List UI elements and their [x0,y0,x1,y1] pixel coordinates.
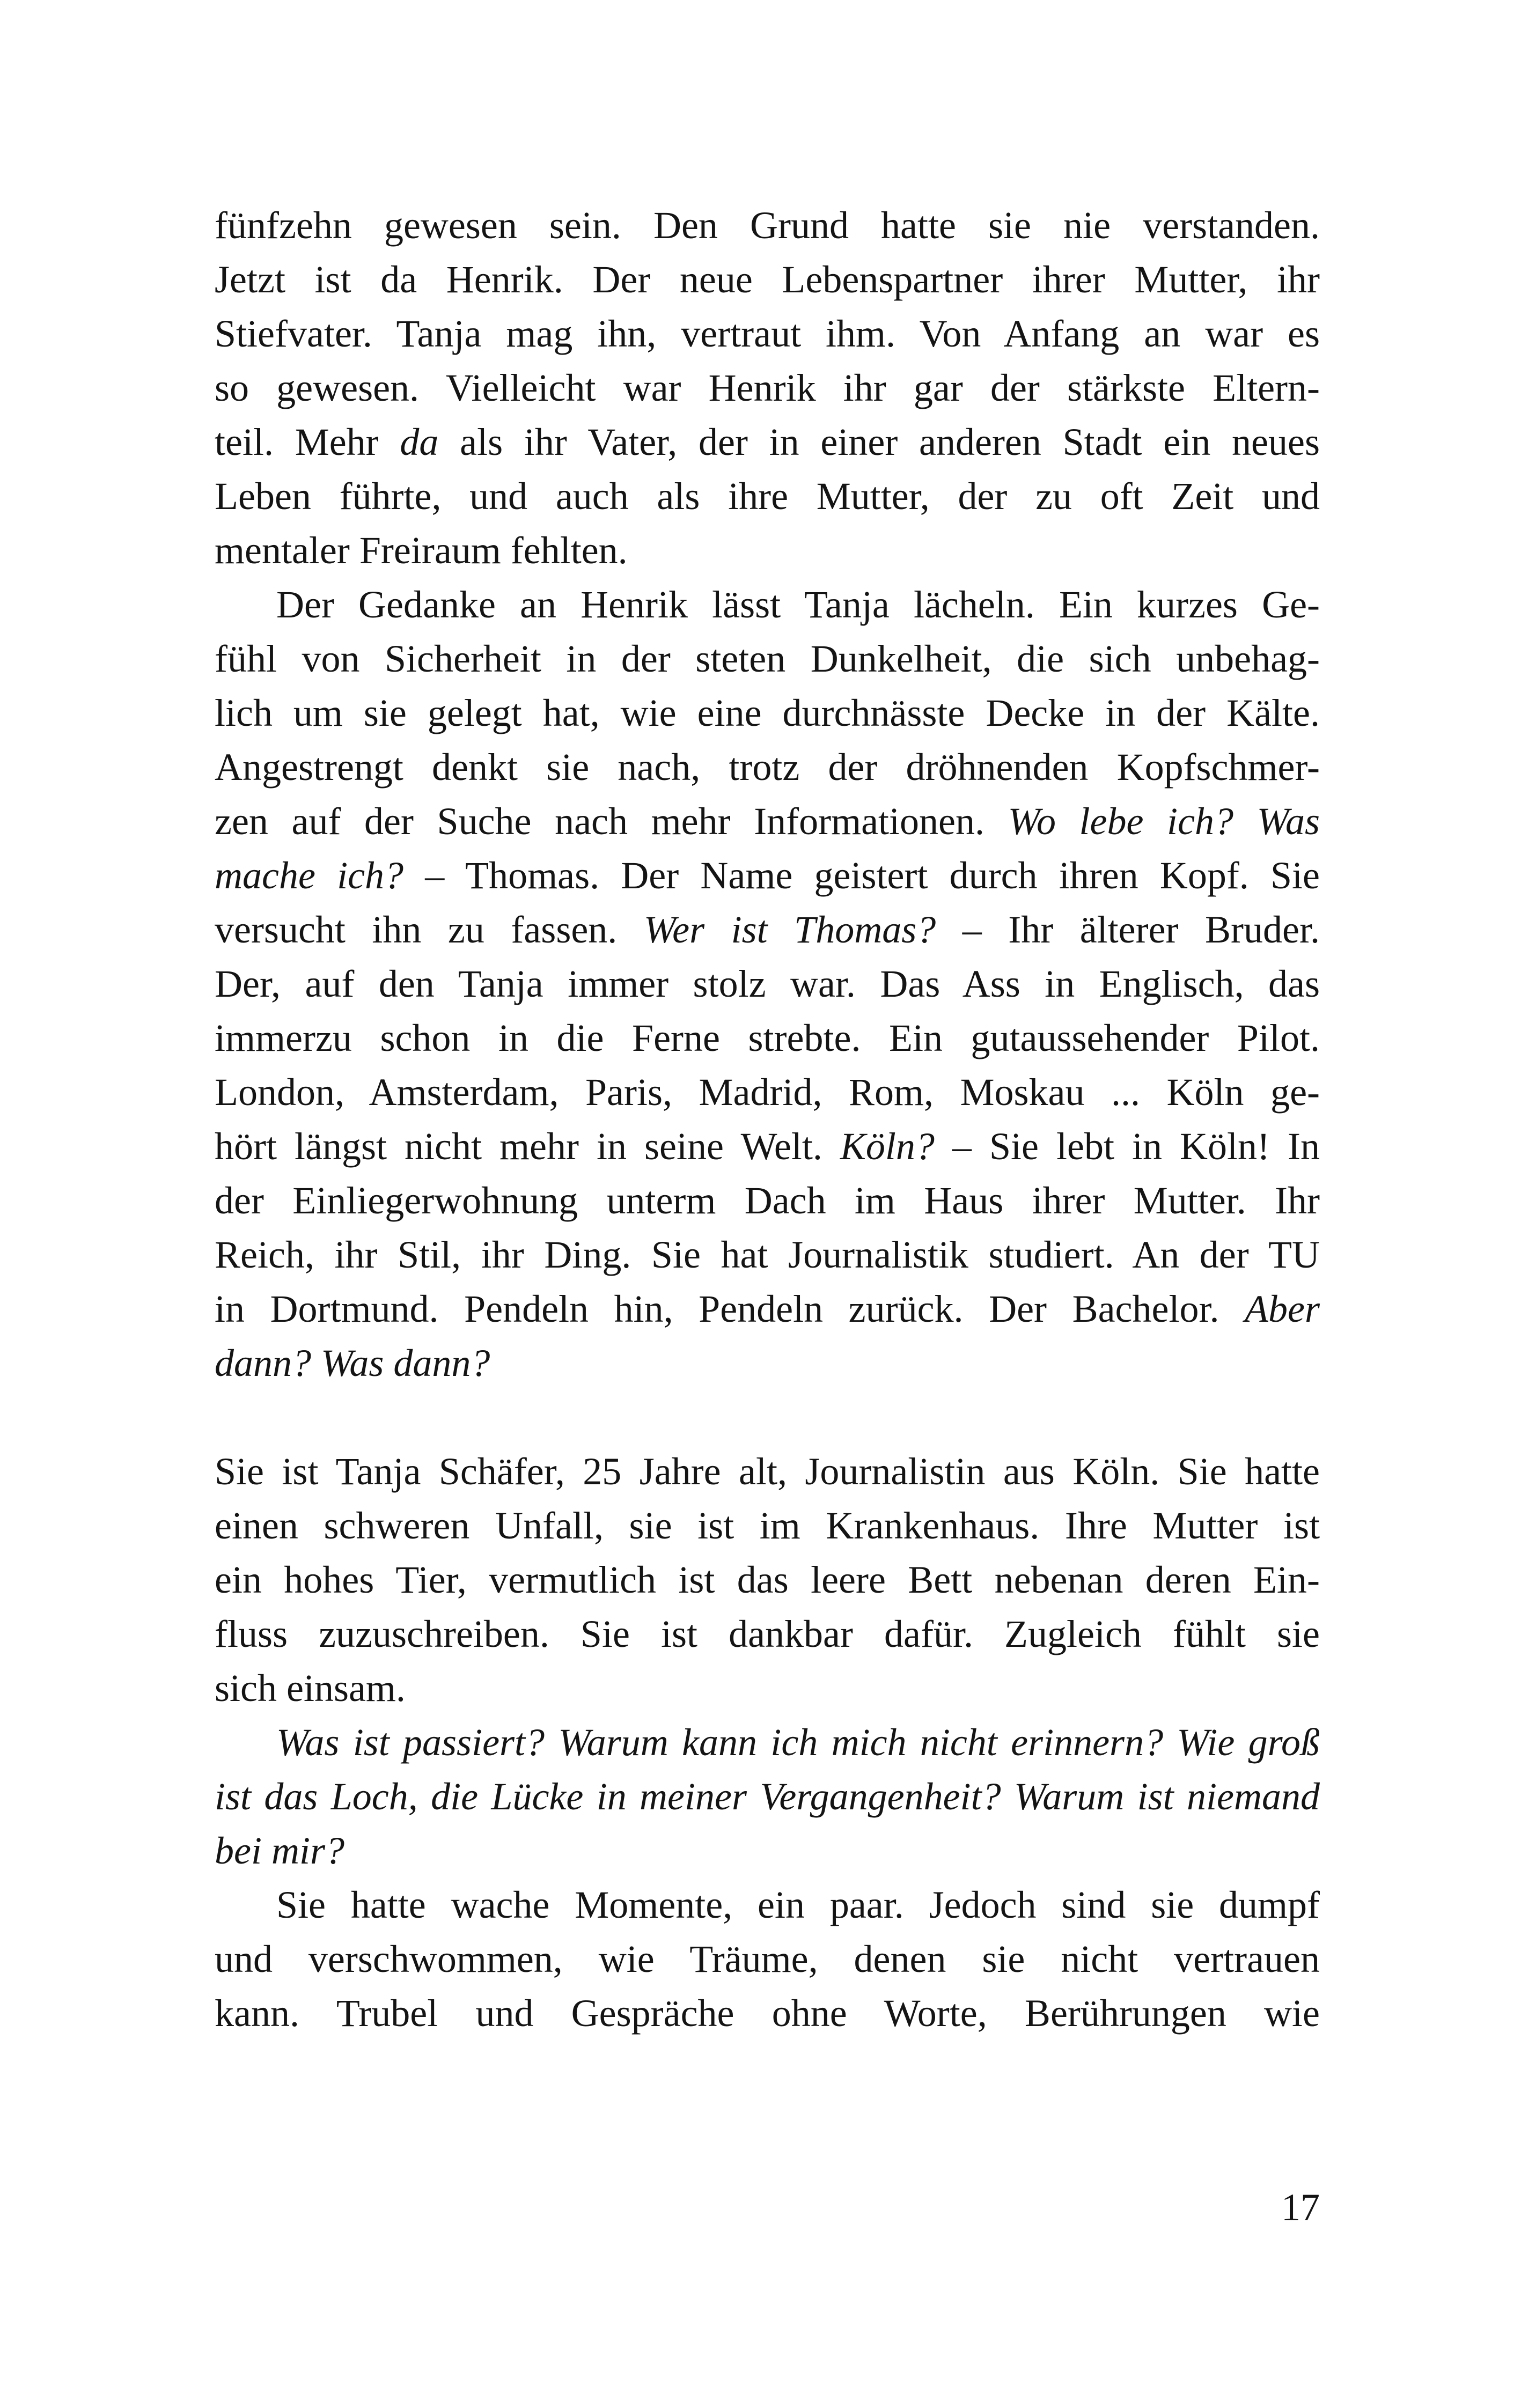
text-line [215,1986,1320,2041]
italic-text: bei mir? [215,1829,344,1872]
body-text [215,198,1320,2041]
text-line [215,1824,1320,1878]
text-line [215,469,1320,524]
text-line [215,1499,1320,1553]
text-segment: mentaler Freiraum fehlten. [215,529,628,572]
text-line [215,1553,1320,1607]
text-segment: ein hohes Tier, vermutlich ist das leere Bett nebenan deren Ein- [215,1558,1320,1601]
text-segment: – Thomas. Der Name geistert durch ihren Kopf. Sie [403,854,1320,897]
text-line [215,1282,1320,1336]
text-line [215,957,1320,1011]
text-segment: zen auf der Suche nach mehr Informationen. [215,800,1008,843]
text-segment: der Einliegerwohnung unterm Dach im Haus ihrer Mutter. Ihr [215,1179,1320,1222]
italic-text: Was ist passiert? Warum kann ich mich nicht erinnern? Wie groß [276,1721,1320,1764]
text-segment: hört längst nicht mehr in seine Welt. [215,1125,840,1168]
text-segment: lich um sie gelegt hat, wie eine durchnässte Decke in der Kälte. [215,691,1320,734]
text-segment: kann. Trubel und Gespräche ohne Worte, Berührungen wie [215,1992,1320,2035]
text-segment: Jetzt ist da Henrik. Der neue Lebenspartner ihrer Mutter, ihr [215,258,1320,301]
text-line [215,307,1320,361]
text-segment: und verschwommen, wie Träume, denen sie nicht vertrauen [215,1938,1320,1980]
italic-text: Wo lebe ich? Was [1008,800,1320,843]
text-line [215,198,1320,253]
italic-text: dann? Was dann? [215,1342,490,1385]
italic-text: Köln? [840,1125,935,1168]
text-segment: Stiefvater. Tanja mag ihn, vertraut ihm. Von Anfang an war es [215,312,1320,355]
text-segment: Sie hatte wache Momente, ein paar. Jedoch sind sie dumpf [276,1883,1320,1926]
text-segment: fluss zuzuschreiben. Sie ist dankbar dafür. Zugleich fühlt sie [215,1612,1320,1655]
text-line [215,1174,1320,1228]
text-segment: einen schweren Unfall, sie ist im Krankenhaus. Ihre Mutter ist [215,1504,1320,1547]
italic-text: Aber [1245,1287,1320,1330]
text-line [215,849,1320,903]
text-line [215,1878,1320,1932]
text-line [215,686,1320,740]
text-line [215,1661,1320,1715]
text-segment: als ihr Vater, der in einer anderen Stadt ein neues [438,421,1320,463]
text-segment: Leben führte, und auch als ihre Mutter, der zu oft Zeit und [215,475,1320,518]
text-segment: Angestrengt denkt sie nach, trotz der dröhnenden Kopfschmer- [215,746,1320,789]
text-line [215,632,1320,686]
text-segment: – Ihr älterer Bruder. [936,908,1320,951]
text-line [215,1607,1320,1661]
text-segment: fühl von Sicherheit in der steten Dunkelheit, die sich unbehag- [215,637,1320,680]
text-line [215,361,1320,415]
text-segment: versucht ihn zu fassen. [215,908,644,951]
text-line [215,524,1320,578]
text-segment: London, Amsterdam, Paris, Madrid, Rom, Moskau ... Köln ge- [215,1071,1320,1114]
text-line [215,1011,1320,1065]
text-segment: sich einsam. [215,1667,406,1710]
text-segment: so gewesen. Vielleicht war Henrik ihr gar der stärkste Eltern- [215,366,1320,409]
text-segment: Der Gedanke an Henrik lässt Tanja lächeln. Ein kurzes Ge- [276,583,1320,626]
italic-text: Wer ist Thomas? [643,908,936,951]
text-line [215,1445,1320,1499]
text-segment: Reich, ihr Stil, ihr Ding. Sie hat Journalistik studiert. An der TU [215,1233,1320,1276]
text-line [215,1715,1320,1770]
blank-line [215,1390,1320,1445]
text-segment: – Sie lebt in Köln! In [934,1125,1320,1168]
text-segment: in Dortmund. Pendeln hin, Pendeln zurück. Der Bachelor. [215,1287,1245,1330]
text-segment: immerzu schon in die Ferne strebte. Ein gutaussehender Pilot. [215,1017,1320,1059]
italic-text: ist das Loch, die Lücke in meiner Vergangenheit? Warum ist niemand [215,1775,1320,1818]
text-line [215,794,1320,849]
text-segment: Sie ist Tanja Schäfer, 25 Jahre alt, Journalistin aus Köln. Sie hatte [215,1450,1320,1493]
text-line [215,740,1320,794]
italic-text: mache ich? [215,854,404,897]
text-line [215,1932,1320,1986]
text-line [215,1336,1320,1390]
text-segment: teil. Mehr [215,421,400,463]
text-line [215,903,1320,957]
text-line [215,1228,1320,1282]
text-line [215,415,1320,469]
text-line [215,1065,1320,1120]
italic-text: da [400,421,439,463]
text-line [215,1120,1320,1174]
text-segment: Der, auf den Tanja immer stolz war. Das Ass in Englisch, das [215,962,1320,1005]
text-line [215,253,1320,307]
text-segment: fünfzehn gewesen sein. Den Grund hatte sie nie verstanden. [215,204,1320,247]
page-number: 17 [1281,2186,1320,2229]
text-line [215,1770,1320,1824]
text-line [215,578,1320,632]
